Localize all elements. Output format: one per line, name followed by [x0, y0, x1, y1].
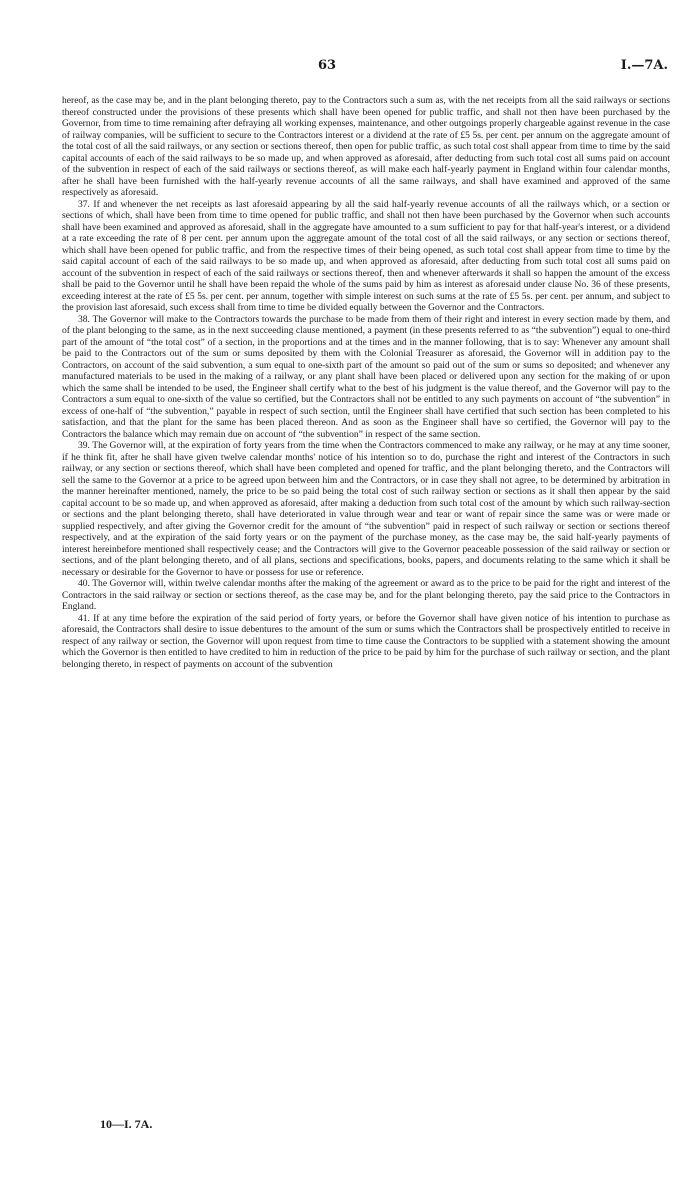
paragraph-continuation: hereof, as the case may be, and in the plant belonging thereto, pay to the Contractors such a sum as, with the net receipts from all the said railways or sections thereof constructed under the provisions of these presents which shall have been opened for public traffic, and shall not then have been purchased by the Governor, from time to time remaining after defraying all working expenses, maintenance, and other outgoings properly chargeable against revenue in the case of railway companies, will be sufficient to secure to the Contractors interest or a dividend at the rate of £5 5s. per cent. per annum on the aggregate amount of the total cost of all the said railways, or any section or sections thereof, then open for public traffic, as such total cost shall appear from time to time by the said capital accounts of each of the said railways to be so made up, and when approved as aforesaid, after deducting from such total cost all sums paid on account of the subvention in respect of each of the said railways or sections thereof, as will make each half-yearly payment in England within four calendar months, after he shall have been furnished with the half-yearly revenue accounts of all the same railways, and shall have examined and approved of the same respectively as aforesaid. — [62, 95, 670, 198]
body-text — [62, 95, 670, 670]
document-reference: I.—7A. — [620, 58, 668, 73]
clause-40: 40. The Governor will, within twelve calendar months after the making of the agreement or award as to the price to be paid for the right and interest of the Contractors in the said railway or section or sections thereof, as the case may be, and for the plant belonging thereto, pay the said price to the Contractors in England. — [62, 578, 670, 612]
clause-41: 41. If at any time before the expiration of the said period of forty years, or before the Governor shall have given notice of his intention to purchase as aforesaid, the Contractors shall desire to issue debentures to the amount of the sum or sums which the Contractors shall be prospectively entitled to receive in respect of any railway or section, the Governor will upon request from time to time cause the Contractors to be supplied with a statement showing the amount which the Governor is then entitled to have credited to him in reduction of the price to be paid by him for the purchase of such railway or section, and the plant belonging thereto, in respect of payments on account of the subvention — [62, 612, 670, 670]
page-number: 63 — [318, 58, 337, 73]
page-header — [0, 58, 700, 78]
printer-signature: 10—I. 7A. — [100, 1117, 153, 1131]
clause-37: 37. If and whenever the net receipts as last aforesaid appearing by all the said half-yearly revenue accounts of all the railways which, or a section or sections of which, shall have been from time to time opened for public traffic, and shall not then have been purchased by the Governor when such accounts shall have been examined and approved as aforesaid, shall in the aggregate have amounted to a sum sufficient to pay for that half-year's interest, or a dividend at a rate exceeding the rate of 8 per cent. per annum upon the aggregate amount of the total cost of all the said railways, or any section or sections thereof, which shall have been opened for public traffic, and from the respective times of their being opened, as such total cost shall appear from time to time by the said capital account of each of the said railways to be so made up, and when approved as aforesaid, after deducting from such total cost all sums paid on account of the subvention in respect of each of the said railways or sections thereof, then and whenever afterwards it shall so happen the amount of the excess shall be paid to the Governor until he shall have been repaid the whole of the sums paid by him as interest as aforesaid under clause No. 36 of these presents, exceeding interest at the rate of £5 5s. per cent. per annum, together with simple interest on such sums at the rate of £5 5s. per cent. per annum, and subject to the provision last aforesaid, such excess shall from time to time be divided equally between the Governor and the Contractors. — [62, 198, 670, 313]
clause-39: 39. The Governor will, at the expiration of forty years from the time when the Contractors commenced to make any railway, or he may at any time sooner, if he think fit, after he shall have given twelve calendar months' notice of his intention so to do, purchase the right and interest of the Contractors in such railway, or any section or sections thereof, which shall have been completed and opened for traffic, and the plant belonging thereto, and the Contractors will sell the same to the Governor at a price to be agreed upon between him and the Contractors, or in case they shall not agree, to be determined by arbitration in the manner hereinafter mentioned, namely, the price to be so paid being the total cost of such railway section or sections as it shall then appear by the said capital account to be so made up, and when approved as aforesaid, after making a deduction from such total cost of the amount by which such railway-section or sections and the plant belonging thereto, shall have deteriorated in value through wear and tear or want of repair since the same was or were made or supplied respectively, and after giving the Governor credit for the amount of “the subvention” paid in respect of such railway or section or sections thereof respectively, and at the expiration of the said forty years or on the payment of the purchase money, as the case may be, the said half-yearly payments of interest hereinbefore mentioned shall respectively cease; and the Contractors will give to the Governor peaceable possession of the said railway or section or sections, and of the plant belonging thereto, and of all plans, sections and specifications, books, papers, and documents relating to the same which it shall be necessary or desirable for the Governor to have or possess for use or reference. — [62, 440, 670, 578]
clause-38: 38. The Governor will make to the Contractors towards the purchase to be made from them of their right and interest in every section made by them, and of the plant belonging to the same, as in the next succeeding clause mentioned, a payment (in these presents referred to as “the subvention”) equal to one-third part of the amount of “the total cost” of a section, in the proportions and at the times and in the manner following, that is to say: Whenever any amount shall be paid to the Contractors out of the sum or sums deposited by them with the Colonial Treasurer as aforesaid, the Governor will in addition pay to the Contractors, on account of the said subvention, a sum equal to one-sixth part of the amount so paid out of the sum or sums so deposited; and whenever any manufactured materials to be used in the making of a railway, or any plant shall have been placed or delivered upon any section for the making of or upon which the same shall be intended to be used, the Engineer shall certify what to the best of his judgment is the value thereof, and the Governor will pay to the Contractors a sum equal to one-sixth of the value so certified, but the Contractors shall not be entitled to any such payments on account of “the subvention” in excess of one-half of “the subvention,” payable in respect of such section, until the Engineer shall have certified that such section has been completed to his satisfaction, and that the plant for the same has been placed thereon. And as soon as the Engineer shall have so certified, the Governor will pay to the Contractors the balance which may remain due on account of “the subvention” in respect of the same section. — [62, 313, 670, 440]
